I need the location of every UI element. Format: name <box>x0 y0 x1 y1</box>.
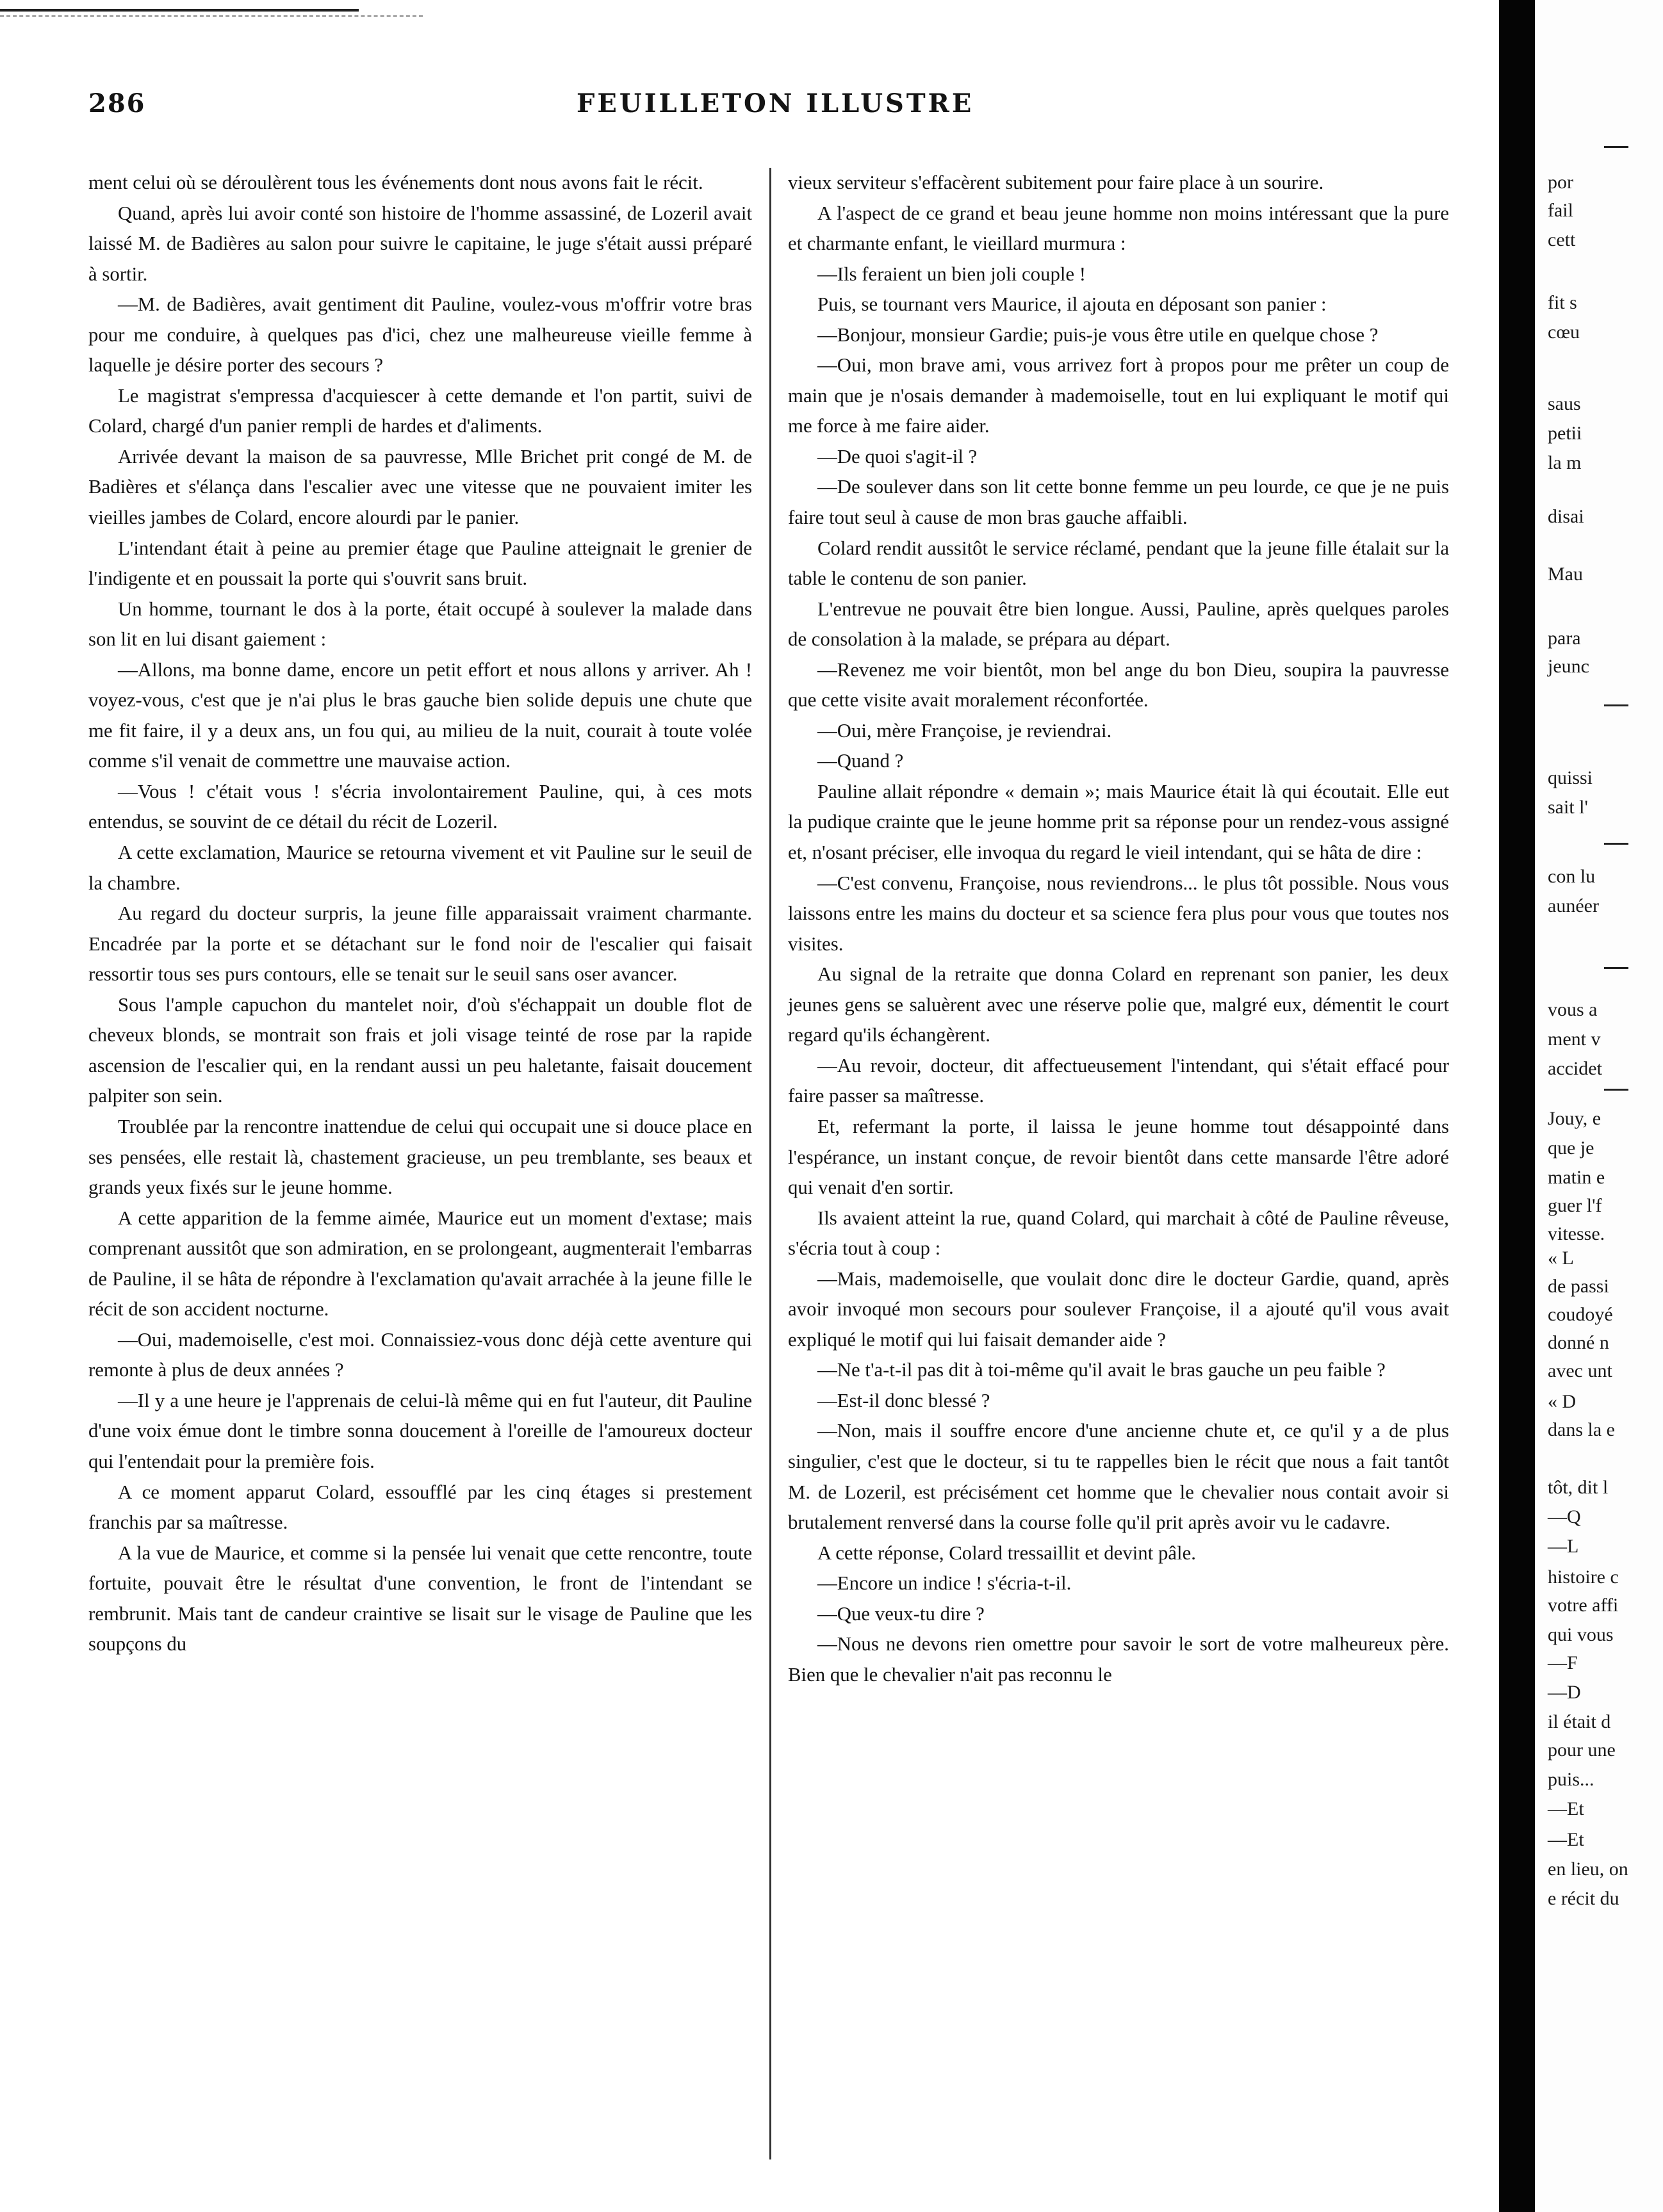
paragraph: L'entrevue ne pouvait être bien longue. Aussi, Pauline, après quelques paroles de consolation à la malade, se prépara au départ. <box>788 598 1449 651</box>
paragraph: vieux serviteur s'effacèrent subitement pour faire place à un sourire. <box>788 172 1324 193</box>
paragraph: —Ils feraient un bien joli couple ! <box>817 263 1086 285</box>
paragraph: —Ne t'a-t-il pas dit à toi-même qu'il avait le bras gauche un peu faible ? <box>817 1359 1386 1381</box>
fragment-word: —D <box>1548 1682 1581 1703</box>
paragraph: —Au revoir, docteur, dit affectueusement l'intendant, qui s'était effacé pour faire passer sa maîtresse. <box>788 1054 1449 1107</box>
left-column <box>88 168 752 1660</box>
fragment-word: —L <box>1548 1536 1579 1557</box>
fragment-word: cœu <box>1548 321 1580 343</box>
fragment-word: la m <box>1548 452 1582 473</box>
fragment-word: pour une <box>1548 1739 1616 1761</box>
paragraph: —M. de Badières, avait gentiment dit Pauline, voulez-vous m'offrir votre bras pour me conduire, à quelques pas d'ici, chez une malheureuse vieille femme à laquelle je désire porter des secours ? <box>88 293 752 377</box>
fragment-dash <box>1604 843 1628 845</box>
paragraph: Pauline allait répondre « demain »; mais Maurice était là qui écoutait. Elle eut la pudique crainte que le jeune homme prit sa réponse pour un rendez-vous assigné et, n'osant préciser, elle invoqua du regard le vieil intendant, qui se hâta de dire : <box>788 780 1449 864</box>
paragraph: —De quoi s'agit-il ? <box>817 445 978 468</box>
paragraph: —Bonjour, monsieur Gardie; puis-je vous être utile en quelque chose ? <box>817 323 1379 346</box>
paragraph: —Que veux-tu dire ? <box>817 1602 985 1625</box>
paragraph: A ce moment apparut Colard, essoufflé par les cinq étages si prestement franchis par sa maîtresse. <box>88 1481 752 1534</box>
fragment-word: con lu <box>1548 866 1596 887</box>
paragraph: A cette réponse, Colard tressaillit et devint pâle. <box>817 1541 1196 1564</box>
page-number: 286 <box>88 88 146 118</box>
fragment-word: cett <box>1548 229 1576 250</box>
fragment-word: jeunc <box>1548 656 1589 677</box>
fragment-word: disai <box>1548 506 1584 527</box>
column-divider <box>769 168 771 2159</box>
paragraph: Au signal de la retraite que donna Colard en reprenant son panier, les deux jeunes gens se saluèrent avec une réserve polie que, malgré eux, démentit le court regard qu'ils échangèrent. <box>788 963 1449 1046</box>
fragment-word: dans la e <box>1548 1419 1615 1440</box>
paragraph: —Oui, mère Françoise, je reviendrai. <box>817 719 1112 742</box>
fragment-dash <box>1604 967 1628 969</box>
fragment-word: saus <box>1548 393 1581 414</box>
fragment-word: accidet <box>1548 1058 1602 1079</box>
paragraph: —C'est convenu, Françoise, nous reviendrons... le plus tôt possible. Nous vous laissons entre les mains du docteur et sa science fera plus pour vous que toutes nos visites. <box>788 872 1449 955</box>
paragraph: —Il y a une heure je l'apprenais de celui-là même qui en fut l'auteur, dit Pauline d'une voix émue dont le timbre sonna doucement à l'oreille de l'amoureux docteur qui l'entendait pour la première fois. <box>88 1389 752 1472</box>
paragraph: Au regard du docteur surpris, la jeune fille apparaissait vraiment charmante. Encadrée par la porte et se détachant sur le fond noir de l'escalier qui faisait ressortir tous ses purs contours, elle se tenait sur le seuil sans oser avancer. <box>88 902 752 986</box>
fragment-word: vous a <box>1548 999 1598 1020</box>
paragraph: —Mais, mademoiselle, que voulait donc dire le docteur Gardie, quand, après avoir invoqué mon secours pour soulever Françoise, il a ajouté qu'il vous avait expliqué le motif qui lui faisait demander aide ? <box>788 1267 1449 1351</box>
fragment-word: Mau <box>1548 564 1583 585</box>
paragraph: Colard rendit aussitôt le service réclamé, pendant que la jeune fille étalait sur la table le contenu de son panier. <box>788 537 1449 590</box>
fragment-word: tôt, dit l <box>1548 1477 1609 1498</box>
paragraph: Puis, se tournant vers Maurice, il ajouta en déposant son panier : <box>817 293 1327 316</box>
fragment-word: sait l' <box>1548 797 1588 818</box>
fragment-word: vitesse. <box>1548 1223 1605 1244</box>
fragment-word: en lieu, on <box>1548 1858 1628 1880</box>
fragment-word: votre affi <box>1548 1595 1619 1616</box>
top-edge-dashed-rule <box>0 15 423 18</box>
paragraph: —Est-il donc blessé ? <box>817 1389 990 1411</box>
paragraph: —Non, mais il souffre encore d'une ancienne chute et, ce qu'il y a de plus singulier, c'est que le docteur, si tu te rappelles bien le récit que nous a fait tantôt M. de Lozeril, est précisément cet homme que le chevalier nous contait avoir si brutalement renversé dans la course folle qu'il prit après avoir vu le cadavre. <box>788 1420 1449 1534</box>
paragraph: —Oui, mon brave ami, vous arrivez fort à propos pour me prêter un coup de main que je n'osais demander à mademoiselle, tout en lui expliquant le motif qui me force à me faire aider. <box>788 354 1449 437</box>
paragraph: Arrivée devant la maison de sa pauvresse, Mlle Brichet prit congé de M. de Badières et s'élança dans l'escalier avec une vitesse que ne pouvaient imiter les vieilles jambes de Colard, encore alourdi par le panier. <box>88 445 752 529</box>
paragraph: ment celui où se déroulèrent tous les événements dont nous avons fait le récit. <box>88 172 703 193</box>
paragraph: —Revenez me voir bientôt, mon bel ange du bon Dieu, soupira la pauvresse que cette visite avait moralement réconfortée. <box>788 658 1449 712</box>
book-gutter-shadow <box>1499 0 1535 2212</box>
paragraph: Ils avaient atteint la rue, quand Colard, qui marchait à côté de Pauline rêveuse, s'écria tout à coup : <box>788 1207 1449 1260</box>
fragment-word: ment v <box>1548 1029 1601 1050</box>
fragment-word: petii <box>1548 423 1582 444</box>
paragraph: —De soulever dans son lit cette bonne femme un peu lourde, ce que je ne puis faire tout seul à cause de mon bras gauche affaibli. <box>788 476 1449 529</box>
fragment-word: guer l'f <box>1548 1195 1602 1216</box>
fragment-word: —F <box>1548 1652 1578 1673</box>
running-title: FEUILLETON ILLUSTRE <box>577 88 974 118</box>
fragment-word: coudoyé <box>1548 1304 1613 1325</box>
paragraph: A cette apparition de la femme aimée, Maurice eut un moment d'extase; mais comprenant aussitôt que son admiration, en se prolongeant, augmenterait l'embarras de Pauline, il se hâta de répondre à l'exclamation qu'avait arrachée à la jeune fille le récit de son accident nocturne. <box>88 1207 752 1321</box>
fragment-word: il était d <box>1548 1711 1611 1732</box>
paragraph: Le magistrat s'empressa d'acquiescer à cette demande et l'on partit, suivi de Colard, chargé d'un panier rempli de hardes et d'aliments. <box>88 384 752 437</box>
fragment-word: que je <box>1548 1137 1594 1159</box>
paragraph: A l'aspect de ce grand et beau jeune homme non moins intéressant que la pure et charmante enfant, le vieillard murmura : <box>788 202 1449 255</box>
right-column <box>788 168 1449 1690</box>
fragment-word: de passi <box>1548 1276 1609 1297</box>
fragment-word: puis... <box>1548 1769 1594 1790</box>
fragment-word: matin e <box>1548 1167 1605 1188</box>
fragment-word: qui vous <box>1548 1624 1614 1645</box>
fragment-word: fit s <box>1548 292 1577 313</box>
paragraph: —Oui, mademoiselle, c'est moi. Connaissiez-vous donc déjà cette aventure qui remonte à plus de deux années ? <box>88 1328 752 1381</box>
fragment-word: fail <box>1548 200 1573 221</box>
paragraph: —Quand ? <box>817 750 904 772</box>
next-page-fragment <box>1540 0 1663 2212</box>
fragment-word: por <box>1548 172 1573 193</box>
fragment-dash <box>1604 704 1628 706</box>
fragment-word: « L <box>1548 1248 1574 1269</box>
paragraph: Sous l'ample capuchon du mantelet noir, d'où s'échappait un double flot de cheveux blonds, se montrait son frais et joli visage teinté de rose par la rapide ascension de l'escalier qui, en la rendant aussi un peu haletante, faisait doucement palpiter son sein. <box>88 993 752 1107</box>
paragraph: Un homme, tournant le dos à la porte, était occupé à soulever la malade dans son lit en lui disant gaiement : <box>88 598 752 651</box>
paragraph: Troublée par la rencontre inattendue de celui qui occupait une si douce place en ses pensées, elle restait là, chastement gracieuse, un peu tremblante, ses beaux et grands yeux fixés sur le jeune homme. <box>88 1115 752 1199</box>
paragraph: Et, refermant la porte, il laissa le jeune homme tout désappointé dans l'espérance, un instant conçue, de revoir bientôt dans cette mansarde l'être adoré qui venait d'en sortir. <box>788 1115 1449 1199</box>
fragment-word: para <box>1548 628 1581 649</box>
fragment-word: —Q <box>1548 1506 1581 1527</box>
paragraph: A cette exclamation, Maurice se retourna vivement et vit Pauline sur le seuil de la chambre. <box>88 842 752 894</box>
fragment-word: —Et <box>1548 1798 1584 1819</box>
paragraph: —Nous ne devons rien omettre pour savoir le sort de votre malheureux père. Bien que le chevalier n'ait pas reconnu le <box>788 1633 1449 1686</box>
fragment-word: quissi <box>1548 767 1593 788</box>
paragraph: —Encore un indice ! s'écria-t-il. <box>817 1572 1072 1595</box>
fragment-word: histoire c <box>1548 1566 1619 1588</box>
fragment-word: « D <box>1548 1391 1577 1412</box>
fragment-word: —Et <box>1548 1829 1584 1850</box>
fragment-word: aunéer <box>1548 895 1599 916</box>
fragment-word: donné n <box>1548 1332 1609 1353</box>
paragraph: Quand, après lui avoir conté son histoire de l'homme assassiné, de Lozeril avait laissé M. de Badières au salon pour suivre le capitaine, le juge s'était aussi préparé à sortir. <box>88 202 752 285</box>
fragment-word: e récit du <box>1548 1888 1619 1909</box>
fragment-word: avec unt <box>1548 1360 1612 1381</box>
fragment-dash <box>1604 146 1628 148</box>
paragraph: A la vue de Maurice, et comme si la pensée lui venait que cette rencontre, toute fortuite, pouvait être le résultat d'une convention, le front de l'intendant se rembrunit. Mais tant de candeur craintive se lisait sur le visage de Pauline que les soupçons du <box>88 1541 752 1655</box>
fragment-dash <box>1604 1089 1628 1091</box>
top-edge-rule <box>0 9 359 12</box>
paragraph: L'intendant était à peine au premier étage que Pauline atteignait le grenier de l'indigente et en poussait la porte qui s'ouvrit sans bruit. <box>88 537 752 590</box>
fragment-word: Jouy, e <box>1548 1108 1602 1129</box>
paragraph: —Allons, ma bonne dame, encore un petit effort et nous allons y arriver. Ah ! voyez-vous, c'est que je n'ai plus le bras gauche bien solide depuis une chute que me fit faire, il y a deux ans, un fou qui, au milieu de la nuit, courait à toute volée comme s'il venait de commettre une mauvaise action. <box>88 658 752 772</box>
paragraph: —Vous ! c'était vous ! s'écria involontairement Pauline, qui, à ces mots entendus, se souvint de ce détail du récit de Lozeril. <box>88 780 752 833</box>
